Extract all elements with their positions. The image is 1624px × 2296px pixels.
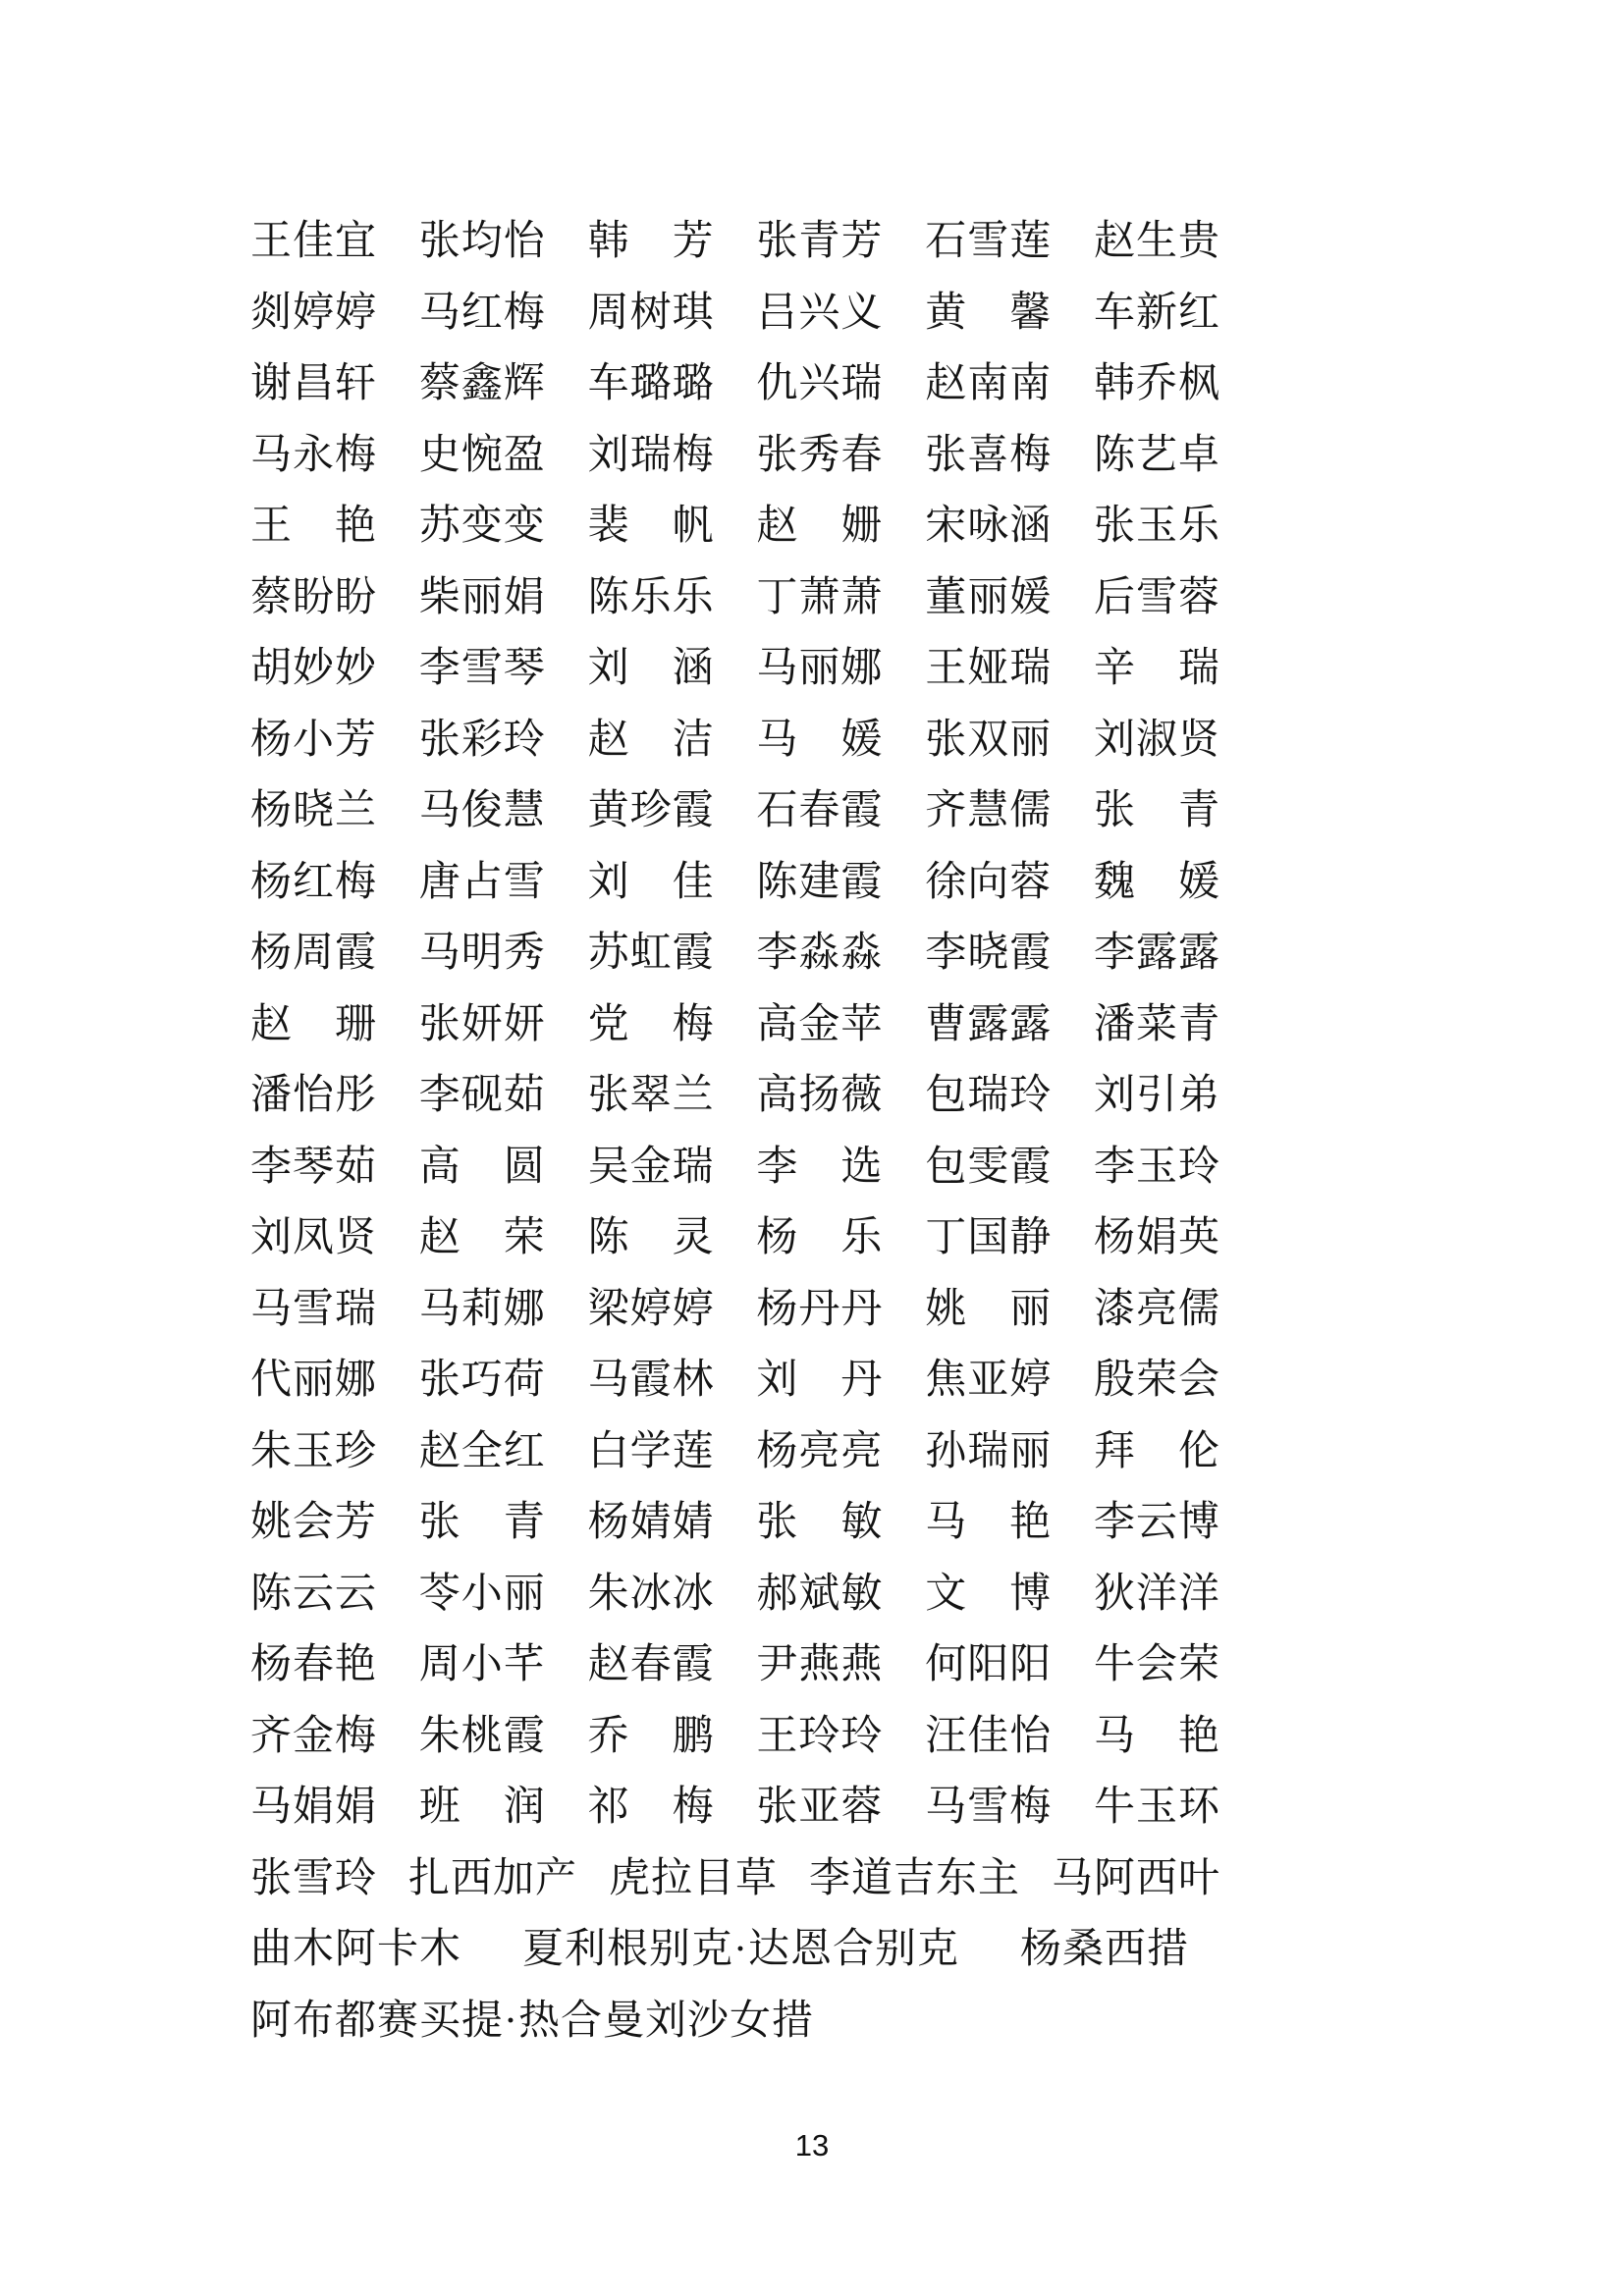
person-name: 石春霞 xyxy=(756,788,884,834)
name-row xyxy=(250,1199,1220,1270)
person-name: 赵南南 xyxy=(925,361,1053,407)
person-name: 李砚茹 xyxy=(418,1073,546,1119)
person-name: 刘引弟 xyxy=(1093,1073,1220,1119)
person-name: 马丽娜 xyxy=(756,646,884,692)
person-name: 乔 鹏 xyxy=(587,1713,715,1759)
person-name: 苏变变 xyxy=(418,504,546,550)
person-name: 班 润 xyxy=(418,1785,546,1831)
person-name: 包雯霞 xyxy=(925,1144,1053,1190)
person-name: 杨晓兰 xyxy=(250,788,378,834)
person-name: 拜 伦 xyxy=(1093,1428,1220,1474)
person-name: 高扬薇 xyxy=(756,1073,884,1119)
person-name: 杨周霞 xyxy=(250,931,378,977)
person-name: 后雪蓉 xyxy=(1093,574,1220,620)
person-name: 马阿西叶 xyxy=(1051,1855,1220,1901)
name-row xyxy=(250,202,1220,274)
person-name: 祁 梅 xyxy=(587,1785,715,1831)
name-row xyxy=(250,1626,1220,1697)
person-name: 蔡盼盼 xyxy=(250,574,378,620)
person-name: 白学莲 xyxy=(587,1428,715,1474)
person-name: 黄珍霞 xyxy=(587,788,715,834)
name-row xyxy=(250,701,1220,773)
person-name: 王玲玲 xyxy=(756,1713,884,1759)
person-name: 张 青 xyxy=(418,1500,546,1546)
person-name: 刘 佳 xyxy=(587,859,715,905)
person-name: 赵 珊 xyxy=(250,1001,378,1047)
person-name: 李淼淼 xyxy=(756,931,884,977)
person-name: 柴丽娟 xyxy=(418,574,546,620)
person-name: 漆亮儒 xyxy=(1093,1286,1220,1332)
person-name: 马莉娜 xyxy=(418,1286,546,1332)
person-name: 阿布都赛买提·热合曼刘沙女措 xyxy=(250,1998,814,2044)
person-name: 刘 丹 xyxy=(756,1358,884,1404)
person-name: 杨亮亮 xyxy=(756,1428,884,1474)
name-row xyxy=(250,772,1220,843)
person-name: 姚 丽 xyxy=(925,1286,1053,1332)
person-name: 苓小丽 xyxy=(418,1571,546,1617)
person-name: 唐占雪 xyxy=(418,859,546,905)
name-row xyxy=(250,1840,1220,1911)
name-row xyxy=(250,274,1220,346)
person-name: 牛会荣 xyxy=(1093,1642,1220,1688)
person-name: 辛 瑞 xyxy=(1093,646,1220,692)
person-name: 赵 洁 xyxy=(587,717,715,763)
person-name: 赵全红 xyxy=(418,1428,546,1474)
person-name: 尹燕燕 xyxy=(756,1642,884,1688)
person-name: 王娅瑞 xyxy=(925,646,1053,692)
person-name: 殷荣会 xyxy=(1093,1358,1220,1404)
person-name: 杨娟英 xyxy=(1093,1215,1220,1261)
person-name: 杨婧婧 xyxy=(587,1500,715,1546)
person-name: 胡妙妙 xyxy=(250,646,378,692)
person-name: 潘菜青 xyxy=(1093,1001,1220,1047)
name-row xyxy=(250,914,1220,986)
person-name: 吕兴义 xyxy=(756,290,884,336)
person-name: 李雪琴 xyxy=(418,646,546,692)
person-name: 王 艳 xyxy=(250,504,378,550)
person-name: 董丽媛 xyxy=(925,574,1053,620)
person-name: 焦亚婷 xyxy=(925,1358,1053,1404)
name-row xyxy=(250,487,1220,559)
person-name: 徐向蓉 xyxy=(925,859,1053,905)
person-name: 张雪玲 xyxy=(250,1855,378,1901)
person-name: 周小芊 xyxy=(418,1642,546,1688)
person-name: 剡婷婷 xyxy=(250,290,378,336)
person-name: 杨丹丹 xyxy=(756,1286,884,1332)
person-name: 杨春艳 xyxy=(250,1642,378,1688)
person-name: 张妍妍 xyxy=(418,1001,546,1047)
name-row xyxy=(250,843,1220,915)
person-name: 张双丽 xyxy=(925,717,1053,763)
name-row xyxy=(250,1768,1220,1840)
person-name: 张均怡 xyxy=(418,219,546,265)
person-name: 车璐璐 xyxy=(587,361,715,407)
person-name: 石雪莲 xyxy=(925,219,1053,265)
person-name: 赵 姗 xyxy=(756,504,884,550)
person-name: 谢昌轩 xyxy=(250,361,378,407)
person-name: 赵 荣 xyxy=(418,1215,546,1261)
person-name: 韩乔枫 xyxy=(1093,361,1220,407)
person-name: 李玉玲 xyxy=(1093,1144,1220,1190)
person-name: 刘瑞梅 xyxy=(587,432,715,478)
person-name: 汪佳怡 xyxy=(925,1713,1053,1759)
person-name: 梁婷婷 xyxy=(587,1286,715,1332)
person-name: 狄洋洋 xyxy=(1093,1571,1220,1617)
person-name: 张亚蓉 xyxy=(756,1785,884,1831)
person-name: 张玉乐 xyxy=(1093,504,1220,550)
name-row xyxy=(250,629,1220,701)
person-name: 刘淑贤 xyxy=(1093,717,1220,763)
person-name: 马永梅 xyxy=(250,432,378,478)
person-name: 高 圆 xyxy=(418,1144,546,1190)
person-name: 陈艺卓 xyxy=(1093,432,1220,478)
person-name: 马明秀 xyxy=(418,931,546,977)
person-name: 蔡鑫辉 xyxy=(418,361,546,407)
person-name: 孙瑞丽 xyxy=(925,1428,1053,1474)
person-name: 裴 帆 xyxy=(587,504,715,550)
person-name: 宋咏涵 xyxy=(925,504,1053,550)
person-name: 杨小芳 xyxy=(250,717,378,763)
person-name: 陈乐乐 xyxy=(587,574,715,620)
person-name: 齐金梅 xyxy=(250,1713,378,1759)
person-name: 潘怡彤 xyxy=(250,1073,378,1119)
person-name: 党 梅 xyxy=(587,1001,715,1047)
name-row xyxy=(250,986,1220,1057)
person-name: 牛玉环 xyxy=(1093,1785,1220,1831)
name-row xyxy=(250,1341,1220,1413)
person-name: 文 博 xyxy=(925,1571,1053,1617)
name-row xyxy=(250,416,1220,488)
name-row xyxy=(250,1413,1220,1484)
person-name: 张喜梅 xyxy=(925,432,1053,478)
person-name: 赵生贵 xyxy=(1093,219,1220,265)
person-name: 韩 芳 xyxy=(587,219,715,265)
person-name: 张 青 xyxy=(1093,788,1220,834)
name-row xyxy=(250,1697,1220,1769)
person-name: 马雪瑞 xyxy=(250,1286,378,1332)
person-name: 齐慧儒 xyxy=(925,788,1053,834)
person-name: 马 艳 xyxy=(1093,1713,1220,1759)
person-name: 虎拉目草 xyxy=(608,1855,778,1901)
name-row xyxy=(250,559,1220,630)
name-list xyxy=(250,202,1220,2053)
person-name: 姚会芳 xyxy=(250,1500,378,1546)
person-name: 夏利根别克·达恩合别克 xyxy=(522,1927,960,1973)
person-name: 扎西加产 xyxy=(407,1855,577,1901)
person-name: 李琴茹 xyxy=(250,1144,378,1190)
person-name: 杨桑西措 xyxy=(1020,1927,1190,1973)
name-row xyxy=(250,1128,1220,1200)
person-name: 马 艳 xyxy=(925,1500,1053,1546)
name-row xyxy=(250,1555,1220,1627)
person-name: 马俊慧 xyxy=(418,788,546,834)
person-name: 张青芳 xyxy=(756,219,884,265)
person-name: 高金苹 xyxy=(756,1001,884,1047)
person-name: 史惋盈 xyxy=(418,432,546,478)
person-name: 张巧荷 xyxy=(418,1358,546,1404)
person-name: 代丽娜 xyxy=(250,1358,378,1404)
person-name: 李云博 xyxy=(1093,1500,1220,1546)
name-row xyxy=(250,1483,1220,1555)
person-name: 马雪梅 xyxy=(925,1785,1053,1831)
person-name: 马 媛 xyxy=(756,717,884,763)
person-name: 王佳宜 xyxy=(250,219,378,265)
person-name: 曹露露 xyxy=(925,1001,1053,1047)
person-name: 朱玉珍 xyxy=(250,1428,378,1474)
person-name: 赵春霞 xyxy=(587,1642,715,1688)
person-name: 周树琪 xyxy=(587,290,715,336)
person-name: 马霞林 xyxy=(587,1358,715,1404)
person-name: 陈 灵 xyxy=(587,1215,715,1261)
person-name: 马红梅 xyxy=(418,290,546,336)
person-name: 黄 馨 xyxy=(925,290,1053,336)
person-name: 马娟娟 xyxy=(250,1785,378,1831)
person-name: 刘凤贤 xyxy=(250,1215,378,1261)
person-name: 曲木阿卡木 xyxy=(250,1927,462,1973)
person-name: 杨红梅 xyxy=(250,859,378,905)
person-name: 朱冰冰 xyxy=(587,1571,715,1617)
person-name: 张翠兰 xyxy=(587,1073,715,1119)
person-name: 张 敏 xyxy=(756,1500,884,1546)
person-name: 车新红 xyxy=(1093,290,1220,336)
person-name: 李 选 xyxy=(756,1144,884,1190)
person-name: 何阳阳 xyxy=(925,1642,1053,1688)
person-name: 丁国静 xyxy=(925,1215,1053,1261)
person-name: 杨 乐 xyxy=(756,1215,884,1261)
person-name: 陈建霞 xyxy=(756,859,884,905)
person-name: 丁萧萧 xyxy=(756,574,884,620)
person-name: 李道吉东主 xyxy=(808,1855,1020,1901)
person-name: 包瑞玲 xyxy=(925,1073,1053,1119)
name-row xyxy=(250,1270,1220,1342)
person-name: 张彩玲 xyxy=(418,717,546,763)
person-name: 陈云云 xyxy=(250,1571,378,1617)
name-row xyxy=(250,1910,1220,1982)
person-name: 吴金瑞 xyxy=(587,1144,715,1190)
person-name: 仇兴瑞 xyxy=(756,361,884,407)
name-row xyxy=(250,345,1220,416)
person-name: 李晓霞 xyxy=(925,931,1053,977)
person-name: 魏 媛 xyxy=(1093,859,1220,905)
person-name: 李露露 xyxy=(1093,931,1220,977)
person-name: 郝斌敏 xyxy=(756,1571,884,1617)
person-name: 朱桃霞 xyxy=(418,1713,546,1759)
person-name: 张秀春 xyxy=(756,432,884,478)
name-row xyxy=(250,1056,1220,1128)
name-row xyxy=(250,1982,1220,2054)
person-name: 苏虹霞 xyxy=(587,931,715,977)
person-name: 刘 涵 xyxy=(587,646,715,692)
page-number: 13 xyxy=(794,2128,830,2163)
